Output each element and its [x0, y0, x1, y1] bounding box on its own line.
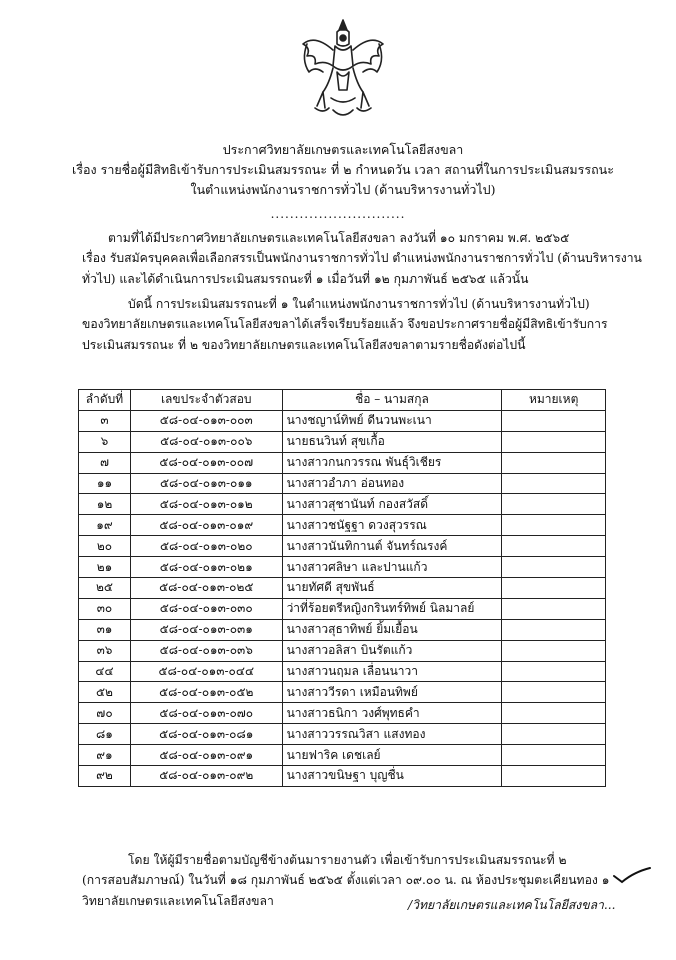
table-row [79, 640, 606, 661]
header-full-name: ชื่อ – นามสกุล [282, 390, 502, 411]
row-exam-id: ๕๘-๐๔-๐๑๓-๐๒๑ [130, 557, 282, 578]
table-row [79, 661, 606, 682]
row-order: ๙๒ [79, 766, 131, 787]
table-row [79, 452, 606, 473]
paragraph-instructions [128, 850, 628, 871]
row-full-name: นางสาววีรดา เหมือนทิพย์ [282, 682, 502, 703]
row-remark [502, 515, 606, 536]
row-full-name: นางสาวนฤมล เลื่อนนาวา [282, 661, 502, 682]
header-remark: หมายเหตุ [502, 390, 606, 411]
row-exam-id: ๕๘-๐๔-๐๑๓-๐๗๐ [130, 703, 282, 724]
row-remark [502, 431, 606, 452]
row-remark [502, 410, 606, 431]
row-remark [502, 640, 606, 661]
announcement-subject: เรื่อง รายชื่อผู้มีสิทธิเข้ารับการประเมินสมรรถนะ ที่ ๒ กำหนดวัน เวลา สถานที่ในการประเมินสมรรถนะ [72, 162, 614, 177]
paragraph-line: วิทยาลัยเกษตรและเทคโนโลยีสงขลา [82, 893, 274, 908]
row-exam-id: ๕๘-๐๔-๐๑๓-๐๙๒ [130, 766, 282, 787]
row-order: ๑๑ [79, 473, 131, 494]
paragraph-line: บัดนี้ การประเมินสมรรถนะที่ ๑ ในตำแหน่งพนักงานราชการทั่วไป (ด้านบริหารงานทั่วไป) [128, 297, 590, 311]
row-order: ๓๐ [79, 598, 131, 619]
table-row [79, 536, 606, 557]
row-full-name: นางสาวศลิษา และปานแก้ว [282, 557, 502, 578]
row-remark [502, 724, 606, 745]
row-order: ๓ [79, 410, 131, 431]
row-full-name: นายฟาริค เดชเลย์ [282, 745, 502, 766]
row-exam-id: ๕๘-๐๔-๐๑๓-๐๒๐ [130, 536, 282, 557]
row-remark [502, 598, 606, 619]
row-remark [502, 494, 606, 515]
row-full-name: นางสาวสุชานันท์ กองสวัสดิ์ [282, 494, 502, 515]
paragraph-line: ตามที่ได้มีประกาศวิทยาลัยเกษตรและเทคโนโลยีสงขลา ลงวันที่ ๑๐ มกราคม พ.ศ. ๒๕๖๕ [108, 231, 570, 245]
row-remark [502, 661, 606, 682]
row-order: ๘๑ [79, 724, 131, 745]
table-row [79, 724, 606, 745]
table-row [79, 578, 606, 599]
paragraph-line: ของวิทยาลัยเกษตรและเทคโนโลยีสงขลาได้เสร็จเรียบร้อยแล้ว จึงขอประกาศรายชื่อผู้มีสิทธิเข้ารับการ [82, 317, 608, 331]
row-exam-id: ๕๘-๐๔-๐๑๓-๐๑๑ [130, 473, 282, 494]
paragraph-intro-cont [82, 248, 642, 289]
row-exam-id: ๕๘-๐๔-๐๑๓-๐๓๑ [130, 619, 282, 640]
paragraph-line: โดย ให้ผู้มีรายชื่อตามบัญชีข้างต้นมารายงานตัว เพื่อเข้ารับการประเมินสมรรถนะที่ ๒ [128, 853, 567, 867]
table-row [79, 766, 606, 787]
announcement-title: ประกาศวิทยาลัยเกษตรและเทคโนโลยีสงขลา [222, 142, 464, 157]
paragraph-line: (การสอบสัมภาษณ์) ในวันที่ ๑๘ กุมภาพันธ์ ๒๕๖๕ ตั้งแต่เวลา ๐๙.๐๐ น. ณ ห้องประชุมตะเคียนทอง ๑ [82, 873, 610, 887]
row-remark [502, 557, 606, 578]
separator-dots: ............................ [270, 207, 406, 221]
row-order: ๑๒ [79, 494, 131, 515]
row-remark [502, 578, 606, 599]
row-order: ๓๖ [79, 640, 131, 661]
header-exam-id: เลขประจำตัวสอบ [130, 390, 282, 411]
row-exam-id: ๕๘-๐๔-๐๑๓-๐๓๐ [130, 598, 282, 619]
paragraph-line: ประเมินสมรรถนะ ที่ ๒ ของวิทยาลัยเกษตรและเทคโนโลยีสงขลาตามรายชื่อดังต่อไปนี้ [82, 337, 526, 352]
row-order: ๓๑ [79, 619, 131, 640]
row-exam-id: ๕๘-๐๔-๐๑๓-๐๑๙ [130, 515, 282, 536]
table-row [79, 410, 606, 431]
row-full-name: นางสาวธนิกา วงศ์พุทธคำ [282, 703, 502, 724]
row-full-name: นางสาวขนิษฐา บุญชื่น [282, 766, 502, 787]
row-order: ๖ [79, 431, 131, 452]
paragraph-now-cont [82, 314, 630, 355]
row-order: ๕๒ [79, 682, 131, 703]
row-exam-id: ๕๘-๐๔-๐๑๓-๐๓๖ [130, 640, 282, 661]
row-full-name: นางชญาน์ทิพย์ ดีนวนพะเนา [282, 410, 502, 431]
table-row [79, 619, 606, 640]
table-row [79, 682, 606, 703]
header-order: ลำดับที่ [79, 390, 131, 411]
table-row [79, 745, 606, 766]
row-order: ๒๑ [79, 557, 131, 578]
garuda-emblem-icon [293, 14, 393, 124]
row-exam-id: ๕๘-๐๔-๐๑๓-๐๙๑ [130, 745, 282, 766]
row-order: ๑๙ [79, 515, 131, 536]
row-full-name: นางสาวนันทิกานต์ จันทร์ณรงค์ [282, 536, 502, 557]
paragraph-intro [108, 228, 628, 249]
handwritten-mark-icon [612, 864, 652, 886]
table-row [79, 515, 606, 536]
row-remark [502, 473, 606, 494]
row-remark [502, 703, 606, 724]
table-row [79, 703, 606, 724]
row-full-name: นางสาวกนกวรรณ พันธุ์วิเชียร [282, 452, 502, 473]
row-remark [502, 766, 606, 787]
table-header-row [79, 390, 606, 411]
row-exam-id: ๕๘-๐๔-๐๑๓-๐๔๔ [130, 661, 282, 682]
paragraph-now [128, 294, 628, 315]
table-row [79, 557, 606, 578]
table-row [79, 473, 606, 494]
announcement-position: ในตำแหน่งพนักงานราชการทั่วไป (ด้านบริหารงานทั่วไป) [190, 182, 496, 197]
paragraph-line: เรื่อง รับสมัครบุคคลเพื่อเลือกสรรเป็นพนักงานราชการทั่วไป ตำแหน่งพนักงานราชการทั่วไป (ด้านบริหารงาน [82, 251, 642, 265]
row-order: ๒๐ [79, 536, 131, 557]
row-full-name: นายทัศดี สุขพันธ์ [282, 578, 502, 599]
row-remark [502, 745, 606, 766]
candidate-table [78, 389, 606, 787]
row-exam-id: ๕๘-๐๔-๐๑๓-๐๕๒ [130, 682, 282, 703]
row-exam-id: ๕๘-๐๔-๐๑๓-๐๘๑ [130, 724, 282, 745]
row-exam-id: ๕๘-๐๔-๐๑๓-๐๐๗ [130, 452, 282, 473]
row-remark [502, 452, 606, 473]
table-row [79, 598, 606, 619]
closing-line: /วิทยาลัยเกษตรและเทคโนโลยีสงขลา... [408, 898, 616, 912]
row-full-name: นางสาววรรณวิสา แสงทอง [282, 724, 502, 745]
row-exam-id: ๕๘-๐๔-๐๑๓-๐๒๕ [130, 578, 282, 599]
row-exam-id: ๕๘-๐๔-๐๑๓-๐๑๒ [130, 494, 282, 515]
row-exam-id: ๕๘-๐๔-๐๑๓-๐๐๓ [130, 410, 282, 431]
row-full-name: นางสาวอำภา อ่อนทอง [282, 473, 502, 494]
row-order: ๗ [79, 452, 131, 473]
row-exam-id: ๕๘-๐๔-๐๑๓-๐๐๖ [130, 431, 282, 452]
row-full-name: ว่าที่ร้อยตรีหญิงกรินทร์ทิพย์ นิลมาลย์ [282, 598, 502, 619]
row-order: ๙๑ [79, 745, 131, 766]
table-row [79, 494, 606, 515]
row-full-name: นายธนวินท์ สุขเกื้อ [282, 431, 502, 452]
row-remark [502, 536, 606, 557]
row-order: ๒๕ [79, 578, 131, 599]
table-row [79, 431, 606, 452]
row-order: ๔๔ [79, 661, 131, 682]
row-remark [502, 619, 606, 640]
row-full-name: นางสาวสุธาทิพย์ ยิ้มเยื้อน [282, 619, 502, 640]
row-order: ๗๐ [79, 703, 131, 724]
row-full-name: นางสาวชนัฐฐา ดวงสุวรรณ [282, 515, 502, 536]
row-remark [502, 682, 606, 703]
row-full-name: นางสาวอลิสา บินรัตแก้ว [282, 640, 502, 661]
paragraph-line: ทั่วไป) และได้ดำเนินการประเมินสมรรถนะที่ ๑ เมื่อวันที่ ๑๒ กุมภาพันธ์ ๒๕๖๕ แล้วนั้น [82, 271, 529, 286]
